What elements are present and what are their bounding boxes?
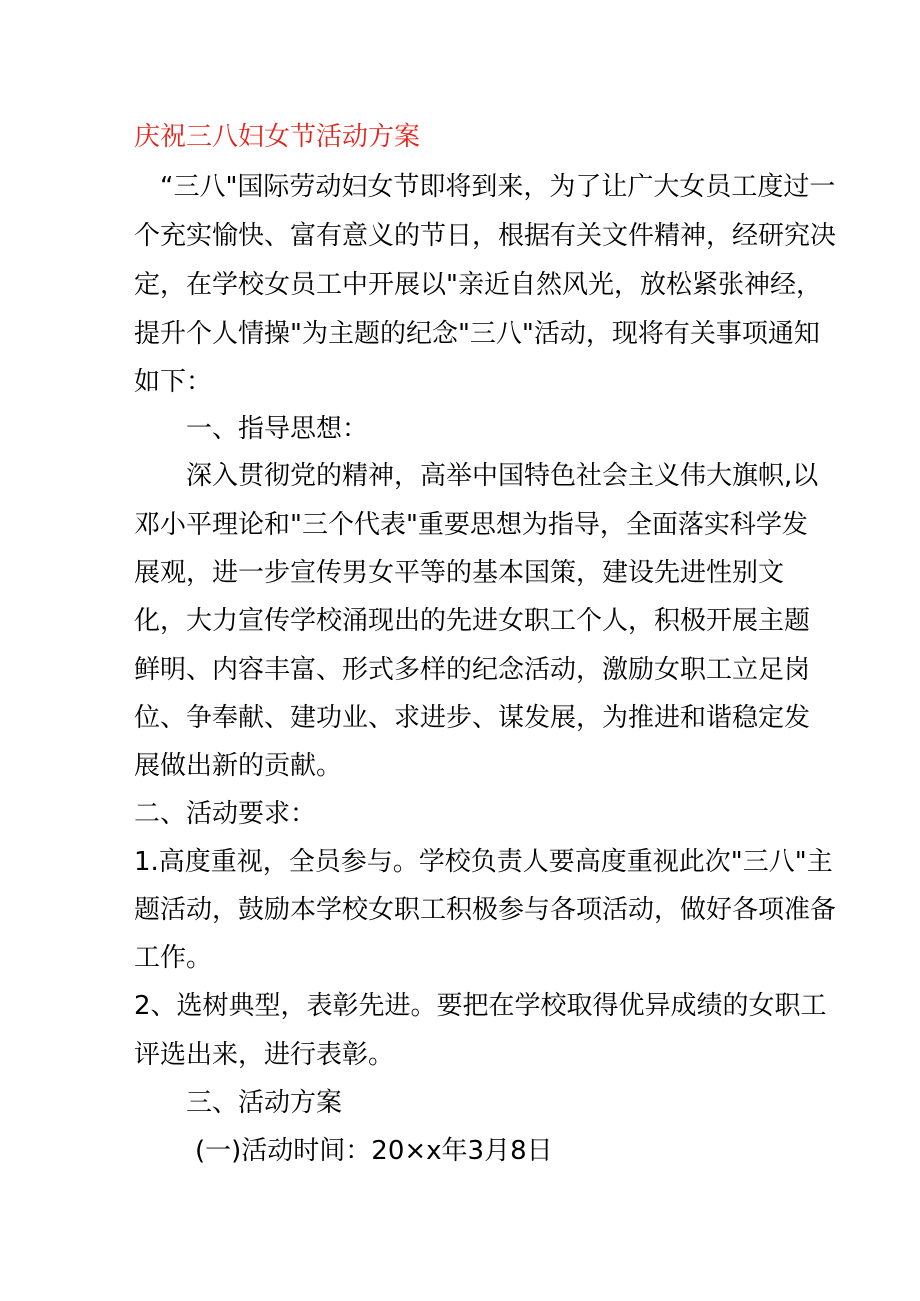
intro-line-5: 如下： xyxy=(134,367,213,397)
document-title: 庆祝三八妇女节活动方案 xyxy=(134,122,421,152)
section-3-item-1: (一)活动时间：20×x年3月8日 xyxy=(195,1136,553,1166)
intro-line-3: 定，在学校女员工中开展以"亲近自然风光，放松紧张神经， xyxy=(134,270,822,300)
section-1-line-6: 位、争奉献、建功业、求进步、谋发展，为推进和谐稳定发 xyxy=(134,703,811,733)
intro-line-1: “三八"国际劳动妇女节即将到来，为了让广大女员工度过一 xyxy=(160,172,836,202)
section-2-item-2-line-2: 评选出来，进行表彰。 xyxy=(134,1040,395,1070)
section-2-item-1-line-2: 题活动，鼓励本学校女职工积极参与各项活动，做好各项准备 xyxy=(134,895,837,925)
section-2-item-1-line-3: 工作。 xyxy=(134,943,213,973)
section-2-item-2-line-1: 2、选树典型，表彰先进。要把在学校取得优异成绩的女职工 xyxy=(134,991,827,1021)
section-2-heading: 二、活动要求： xyxy=(134,799,317,829)
intro-line-4: 提升个人情操"为主题的纪念"三八"活动，现将有关事项通知 xyxy=(134,319,820,349)
section-1-heading: 一、指导思想： xyxy=(186,414,369,444)
section-3-heading: 三、活动方案 xyxy=(186,1088,343,1118)
section-1-line-5: 鲜明、内容丰富、形式多样的纪念活动，激励女职工立足岗 xyxy=(134,655,811,685)
section-1-line-2: 邓小平理论和"三个代表"重要思想为指导，全面落实科学发 xyxy=(134,510,808,540)
intro-line-2: 个充实愉快、富有意义的节日，根据有关文件精神，经研究决 xyxy=(134,221,837,251)
section-1-line-7: 展做出新的贡献。 xyxy=(134,751,343,781)
section-1-line-4: 化，大力宣传学校涌现出的先进女职工个人，积极开展主题 xyxy=(134,606,811,636)
section-1-line-1: 深入贯彻党的精神，高举中国特色社会主义伟大旗帜,以 xyxy=(186,461,819,491)
section-1-line-3: 展观，进一步宣传男女平等的基本国策，建设先进性别文 xyxy=(134,558,785,588)
section-2-item-1-line-1: 1.高度重视，全员参与。学校负责人要高度重视此次"三八"主 xyxy=(134,847,833,877)
